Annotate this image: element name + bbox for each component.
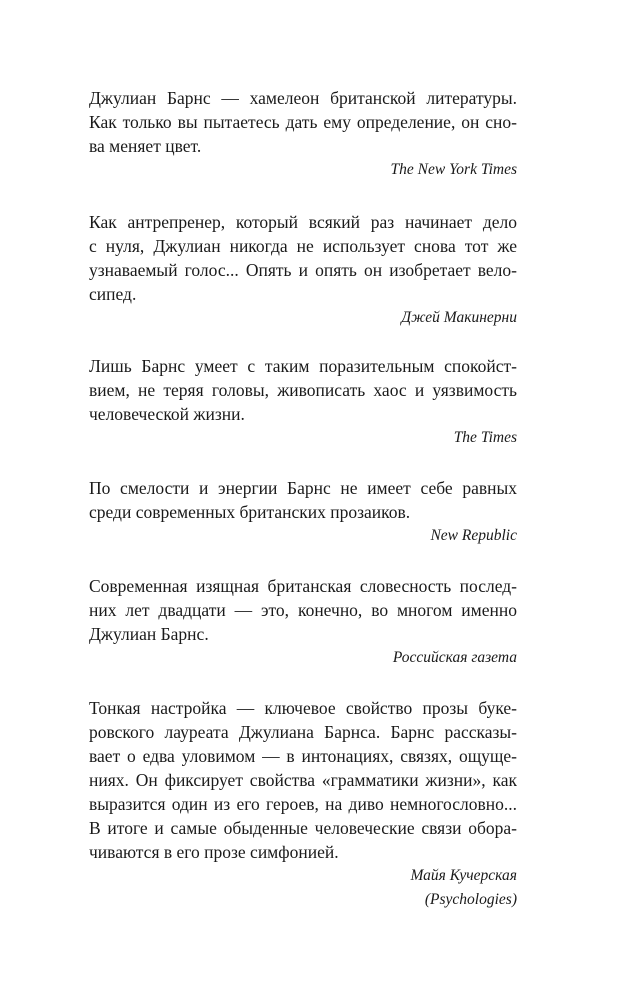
quote-line: По смелости и энергии Барнс не имеет себе равных <box>89 478 517 498</box>
quote-line: ниях. Он фиксирует свойства «грамматики жизни», как <box>89 770 517 790</box>
quote-source: New Republic <box>430 527 517 544</box>
quote-line: Лишь Барнс умеет с таким поразительным спокойст- <box>89 356 517 376</box>
quote-line: Джулиан Барнс. <box>89 624 209 644</box>
quote-line: Тонкая настройка — ключевое свойство прозы буке- <box>89 698 517 718</box>
quote-line: сипед. <box>89 284 137 304</box>
quote-line: Как только вы пытаетесь дать ему определение, он сно- <box>89 112 517 132</box>
quote-block <box>89 86 517 182</box>
quote-line: с нуля, Джулиан никогда не использует снова тот же <box>89 236 517 256</box>
quote-block <box>89 574 517 670</box>
quote-line: узнаваемый голос... Опять и опять он изобретает вело- <box>89 260 517 280</box>
quote-source: The Times <box>453 429 517 446</box>
quote-source: Российская газета <box>392 649 517 666</box>
praise-page <box>89 86 517 912</box>
quote-line: Джулиан Барнс — хамелеон британской литературы. <box>89 88 517 108</box>
quote-line: В итоге и самые обыденные человеческие связи обора- <box>89 818 517 838</box>
quote-line: выразится один из его героев, на диво немногословно... <box>89 794 517 814</box>
quote-line: чиваются в его прозе симфонией. <box>89 842 339 862</box>
quote-block <box>89 696 517 912</box>
quote-line: них лет двадцати — это, конечно, во многом именно <box>89 600 517 620</box>
quote-line: вием, не теряя головы, живописать хаос и уязвимость <box>89 380 517 400</box>
quote-line: ва меняет цвет. <box>89 136 202 156</box>
quote-line: Современная изящная британская словесность послед- <box>89 576 517 596</box>
quote-source: Джей Макинерни <box>401 309 517 326</box>
quote-source: Майя Кучерская <box>410 867 517 884</box>
quote-block <box>89 210 517 330</box>
quote-line: вает о едва уловимом — в интонациях, связях, ощуще- <box>89 746 517 766</box>
quote-block <box>89 476 517 548</box>
quote-source-publication: (Psychologies) <box>424 891 517 908</box>
quote-block <box>89 354 517 450</box>
quote-line: среди современных британских прозаиков. <box>89 502 411 522</box>
quote-line: Как антрепренер, который всякий раз начинает дело <box>89 212 517 232</box>
quote-line: человеческой жизни. <box>89 404 245 424</box>
quote-line: ровского лауреата Джулиана Барнса. Барнс рассказы- <box>89 722 517 742</box>
quote-source: The New York Times <box>390 161 517 178</box>
